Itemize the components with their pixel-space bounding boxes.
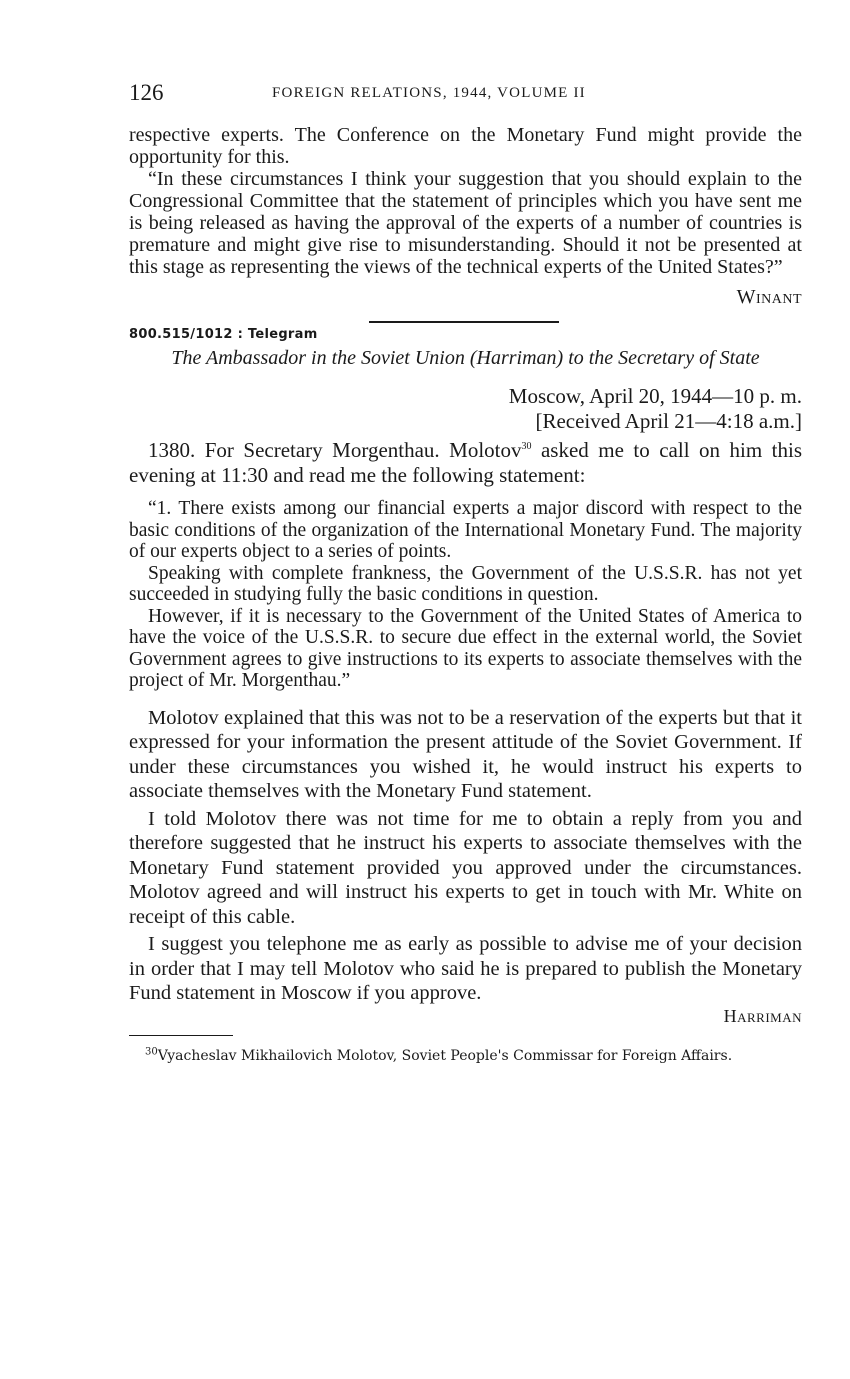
- signature-winant: Winant: [736, 286, 802, 308]
- footnote-text: Vyacheslav Mikhailovich Molotov, Soviet People's Commissar for Foreign Affairs.: [157, 1047, 733, 1064]
- telegram-paragraph-2: Molotov explained that this was not to be a reservation of the experts but that it expressed for your information the present attitude of the Soviet Government. If under these circumstances you wished it, he would instruct his experts to associate themselves with the Monetary Fund statement.: [129, 706, 802, 802]
- page-header: [129, 80, 802, 110]
- telegram-paragraph-4: I suggest you telephone me as early as possible to advise me of your decision in order that I may tell Molotov who said he is prepared to publish the Monetary Fund statement in Moscow if you approve.: [129, 933, 802, 1004]
- footnote-number: 30: [145, 1045, 158, 1057]
- page-number: 126: [129, 80, 164, 105]
- document-page: [129, 80, 802, 1064]
- telegram-paragraph-3: I told Molotov there was not time for me to obtain a reply from you and therefore suggested that he instruct his experts to associate themselves with the Monetary Fund statement provided you approved under the circumstances. Molotov agreed and will instruct his experts to get in touch with Mr. White on receipt of this cable.: [129, 807, 802, 928]
- footnote-ref: 30: [521, 441, 532, 452]
- document-heading-row: [129, 321, 802, 345]
- prev-doc-paragraph-1: respective experts. The Conference on the Monetary Fund might provide the opportunity for this.: [129, 124, 802, 168]
- running-head: FOREIGN RELATIONS, 1944, VOLUME II: [272, 85, 586, 101]
- quote-paragraph-1: “1. There exists among our financial experts a major discord with respect to the basic conditions of the organization of the International Monetary Fund. The majority of our experts object to a series of points.: [129, 498, 802, 562]
- signature-harriman: Harriman: [723, 1005, 802, 1026]
- document-title: The Ambassador in the Soviet Union (Harriman) to the Secretary of State: [171, 347, 760, 369]
- quote-paragraph-3: However, if it is necessary to the Government of the United States of America to have the voice of the U.S.S.R. to secure due effect in the external world, the Soviet Government agrees to give instructions to its experts to associate themselves with the project of Mr. Morgenthau.”: [129, 605, 802, 691]
- telegram-paragraph-1-start: 1380. For Secretary Morgenthau. Molotov: [148, 438, 522, 462]
- received-line: [Received April 21—4:18 a.m.]: [535, 409, 802, 433]
- prev-doc-paragraph-2: “In these circumstances I think your suggestion that you should explain to the Congressional Committee that the statement of principles which you have sent me is being released as having the approval of the experts of a number of countries is premature and might give rise to misunderstanding. Should it not be presented at this stage as representing the views of the technical experts of the United States?”: [129, 168, 802, 278]
- quoted-statement: [129, 498, 802, 692]
- footnote-divider: [129, 1035, 233, 1036]
- footnote: [129, 1045, 802, 1064]
- section-divider: [369, 321, 559, 323]
- dateline: Moscow, April 20, 1944—10 p. m.: [508, 384, 802, 408]
- quote-paragraph-2: Speaking with complete frankness, the Government of the U.S.S.R. has not yet succeeded in studying fully the basic conditions in question.: [129, 562, 802, 605]
- file-reference: 800.515/1012 : Telegram: [129, 327, 318, 342]
- telegram-paragraph-1: [129, 438, 802, 488]
- telegram-paragraph-1-end: asked me to call on him this evening at 11:30 and read me the following statement:: [129, 438, 803, 487]
